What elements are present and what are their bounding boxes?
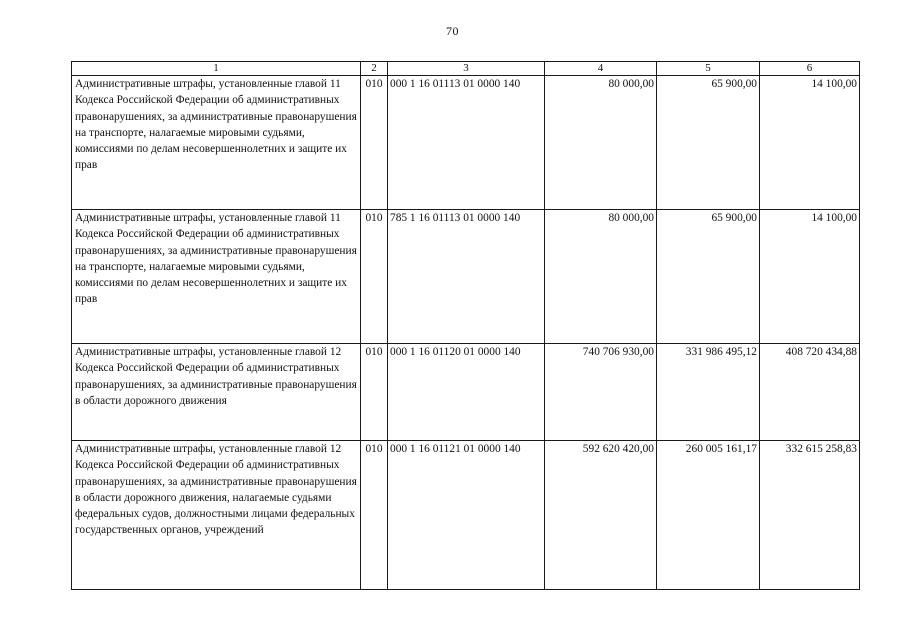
table-row (72, 344, 860, 441)
row-description: Административные штрафы, установленные главой 12 Кодекса Российской Федерации об административных правонарушениях, за административные правонарушения в области дорожного движения (72, 344, 361, 441)
row-col5-value: 260 005 161,17 (657, 441, 760, 590)
row-line-code: 010 (361, 441, 388, 590)
row-col5-value: 65 900,00 (657, 210, 760, 344)
page-number: 70 (446, 24, 459, 38)
row-description: Административные штрафы, установленные главой 12 Кодекса Российской Федерации об административных правонарушениях, за административные правонарушения в области дорожного движения, налагаемые судьями федеральных судов, должностными лицами федеральных государственных органов, учреждений (72, 441, 361, 590)
row-description: Административные штрафы, установленные главой 11 Кодекса Российской Федерации об административных правонарушениях, за административные правонарушения на транспорте, налагаемые мировыми судьями, комиссиями по делам несовершеннолетних и защите их прав (72, 210, 361, 344)
table-row (72, 76, 860, 210)
table-header-row (72, 62, 860, 76)
row-budget-code: 000 1 16 01120 01 0000 140 (388, 344, 545, 441)
row-col4-value: 80 000,00 (545, 76, 657, 210)
table-row (72, 441, 860, 590)
row-line-code: 010 (361, 76, 388, 210)
row-col4-value: 740 706 930,00 (545, 344, 657, 441)
row-col5-value: 331 986 495,12 (657, 344, 760, 441)
row-line-code: 010 (361, 210, 388, 344)
row-col6-value: 332 615 258,83 (760, 441, 860, 590)
row-col6-value: 408 720 434,88 (760, 344, 860, 441)
row-col4-value: 80 000,00 (545, 210, 657, 344)
row-budget-code: 000 1 16 01113 01 0000 140 (388, 76, 545, 210)
row-budget-code: 000 1 16 01121 01 0000 140 (388, 441, 545, 590)
column-header-1: 1 (72, 62, 361, 76)
column-header-6: 6 (760, 62, 860, 76)
row-col5-value: 65 900,00 (657, 76, 760, 210)
column-header-2: 2 (361, 62, 388, 76)
row-description: Административные штрафы, установленные главой 11 Кодекса Российской Федерации об административных правонарушениях, за административные правонарушения на транспорте, налагаемые мировыми судьями, комиссиями по делам несовершеннолетних и защите их прав (72, 76, 361, 210)
table-row (72, 210, 860, 344)
report-table (71, 61, 860, 590)
row-line-code: 010 (361, 344, 388, 441)
row-col6-value: 14 100,00 (760, 76, 860, 210)
row-budget-code: 785 1 16 01113 01 0000 140 (388, 210, 545, 344)
row-col4-value: 592 620 420,00 (545, 441, 657, 590)
column-header-3: 3 (388, 62, 545, 76)
column-header-5: 5 (657, 62, 760, 76)
row-col6-value: 14 100,00 (760, 210, 860, 344)
column-header-4: 4 (545, 62, 657, 76)
